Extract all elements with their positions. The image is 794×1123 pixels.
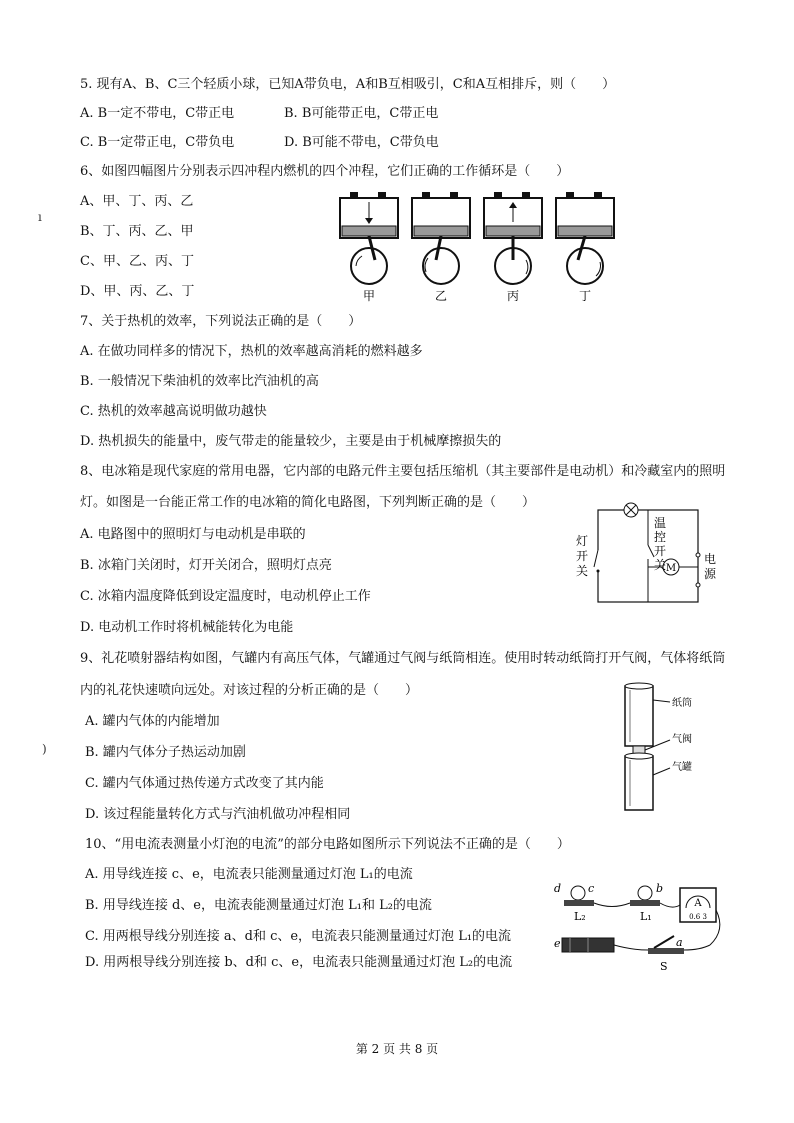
terminal-a: a (676, 936, 683, 949)
q5-option-c: C. B一定带正电，C带负电 (80, 135, 235, 150)
tank-label: 气罐 (672, 762, 692, 773)
q7-stem: 7、关于热机的效率，下列说法正确的是（ ） (80, 314, 362, 329)
terminal-e: e (554, 937, 561, 950)
q9-stem-line2: 内的礼花快速喷向远处。对该过程的分析正确的是（ ） (80, 683, 419, 698)
q8-option-b: B. 冰箱门关闭时，灯开关闭合，照明灯点亮 (80, 558, 332, 573)
engine-strokes-figure (330, 188, 620, 303)
tube-label: 纸筒 (672, 698, 692, 709)
label-bing: 丙 (506, 289, 520, 303)
firework-launcher-figure (615, 680, 725, 815)
valve-label: 气阀 (672, 734, 692, 745)
q6-option-d: D、甲、丙、乙、丁 (80, 284, 195, 299)
q8-option-a: A. 电路图中的照明灯与电动机是串联的 (80, 527, 306, 542)
label-ding: 丁 (578, 289, 592, 303)
terminal-b: b (656, 882, 664, 895)
q5-stem: 5. 现有A、B、C三个轻质小球，已知A带负电，A和B互相吸引，C和A互相排斥，则（ ） (80, 77, 616, 92)
q6-option-a: A、甲、丁、丙、乙 (80, 194, 194, 209)
label-L1: L₁ (640, 910, 652, 923)
q9-option-c: C. 罐内气体通过热传递方式改变了其内能 (85, 776, 324, 791)
terminal-d: d (554, 882, 562, 895)
engine-bing (484, 192, 542, 284)
q7-option-d: D. 热机损失的能量中，废气带走的能量较少，主要是由于机械摩擦损失的 (80, 434, 502, 449)
q10-option-d: D. 用两根导线分别连接 b、d和 c、e，电流表只能测量通过灯泡 L₂的电流 (85, 955, 513, 970)
engine-jia (340, 192, 398, 284)
power-label: 电源 (704, 552, 717, 581)
margin-mark: ) (42, 742, 47, 756)
q10-stem: 10、“用电流表测量小灯泡的电流”的部分电路如图所示下列说法不正确的是（ ） (85, 837, 570, 852)
q6-option-b: B、丁、丙、乙、甲 (80, 224, 194, 239)
label-L2: L₂ (574, 910, 586, 923)
fridge-circuit-figure (568, 495, 718, 610)
q9-option-d: D. 该过程能量转化方式与汽油机做功冲程相同 (85, 807, 351, 822)
q10-option-a: A. 用导线连接 c、e，电流表只能测量通过灯泡 L₁的电流 (85, 867, 413, 882)
q8-stem-line2: 灯。如图是一台能正常工作的电冰箱的简化电路图，下列判断正确的是（ ） (80, 495, 536, 510)
q7-option-b: B. 一般情况下柴油机的效率比汽油机的高 (80, 374, 319, 389)
motor-symbol: M (665, 563, 677, 574)
q10-option-c: C. 用两根导线分别连接 a、d和 c、e，电流表只能测量通过灯泡 L₁的电流 (85, 929, 512, 944)
q6-stem: 6、如图四幅图片分别表示四冲程内燃机的四个冲程，它们正确的工作循环是（ ） (80, 164, 570, 179)
ammeter-symbol: A (694, 898, 702, 909)
q9-option-b: B. 罐内气体分子热运动加剧 (85, 745, 246, 760)
page-footer: 第 2 页 共 8 页 (355, 1042, 439, 1056)
q10-option-b: B. 用导线连接 d、e，电流表能测量通过灯泡 L₁和 L₂的电流 (85, 898, 432, 913)
q9-option-a: A. 罐内气体的内能增加 (85, 714, 220, 729)
q5-option-a: A. B一定不带电，C带正电 (80, 106, 235, 121)
margin-mark: ı (38, 210, 42, 224)
q7-option-c: C. 热机的效率越高说明做功越快 (80, 404, 267, 419)
q5-option-b: B. B可能带正电，C带正电 (284, 106, 439, 121)
q8-option-d: D. 电动机工作时将机械能转化为电能 (80, 620, 294, 635)
engine-ding (556, 192, 614, 284)
lamp-switch-label: 灯开关 (576, 534, 589, 578)
ammeter-scale: 0.6 3 (689, 913, 707, 921)
q8-stem-line1: 8、电冰箱是现代家庭的常用电器，它内部的电路元件主要包括压缩机（其主要部件是电动机）和冷藏室内的照明 (80, 464, 726, 479)
ammeter-circuit-figure (550, 880, 730, 975)
label-yi: 乙 (434, 289, 448, 303)
q9-stem-line1: 9、礼花喷射器结构如图，气罐内有高压气体，气罐通过气阀与纸筒相连。使用时转动纸筒打开气阀，气体将纸筒 (80, 651, 726, 666)
terminal-c: c (588, 882, 595, 895)
label-jia: 甲 (362, 289, 376, 303)
q7-option-a: A. 在做功同样多的情况下，热机的效率越高消耗的燃料越多 (80, 344, 423, 359)
q6-option-c: C、甲、乙、丙、丁 (80, 254, 194, 269)
q5-option-d: D. B可能不带电，C带负电 (284, 135, 439, 150)
temp-switch-label: 温控开关 (654, 516, 667, 572)
q8-option-c: C. 冰箱内温度降低到设定温度时，电动机停止工作 (80, 589, 371, 604)
label-S: S (660, 960, 668, 973)
engine-yi (412, 192, 470, 284)
